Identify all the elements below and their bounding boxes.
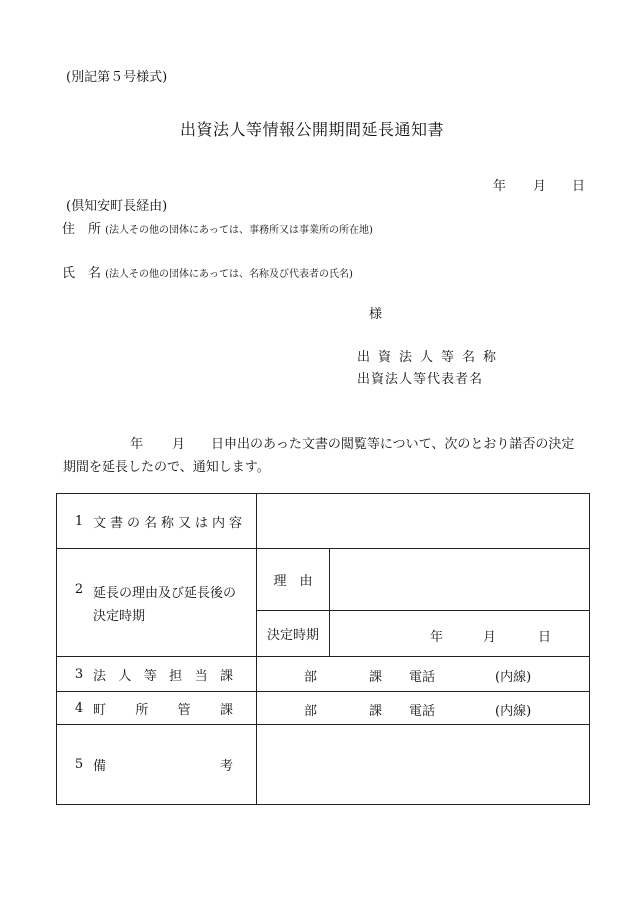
- body-text-line2: 期間を延長したので、通知します。: [63, 460, 270, 475]
- date-year: 年: [493, 179, 507, 194]
- body-year: 年: [130, 437, 144, 452]
- row3-number: 3: [74, 666, 84, 682]
- row4-phone: 電話: [409, 704, 436, 719]
- table-row: [57, 494, 590, 549]
- row4-label: [93, 699, 233, 718]
- row3-label-char: 人: [118, 668, 132, 684]
- row3-phone: 電話: [409, 670, 436, 685]
- date-day: 日: [572, 179, 586, 194]
- table-row: [57, 725, 590, 805]
- row4-dept: 部: [304, 704, 318, 719]
- name-line: [62, 262, 353, 281]
- row5-label-char: 考: [219, 759, 233, 774]
- row3-label: [93, 665, 233, 684]
- row5-label-cell: [57, 725, 257, 805]
- body-text-line1: 日申出のあった文書の閲覧等について、次のとおり諾否の決定: [211, 437, 575, 452]
- decision-year: 年: [430, 629, 444, 645]
- row4-label-char: 課: [219, 702, 233, 718]
- row3-label-char: 担: [169, 668, 183, 684]
- row3-dept: 部: [304, 670, 318, 685]
- row3-label-char: 等: [143, 668, 157, 684]
- reason-label-cell: [257, 549, 330, 611]
- address-note: (法人その他の団体にあっては、事務所又は事業所の所在地): [105, 225, 373, 236]
- rep-name-label: 出資法人等代表者名: [357, 372, 484, 387]
- row4-number: 4: [74, 700, 84, 716]
- row4-label-char: 管: [177, 702, 191, 718]
- corp-name-label: 出資法人等名称: [357, 350, 505, 365]
- row3-label-cell: [57, 657, 257, 692]
- row4-label-char: 所: [135, 702, 149, 718]
- decision-day: 日: [538, 629, 552, 645]
- row3-label-char: 課: [219, 668, 233, 684]
- decision-value-cell[interactable]: [330, 611, 590, 657]
- notice-table: [56, 493, 590, 805]
- row4-label-cell: [57, 692, 257, 725]
- row1-number: 1: [74, 513, 84, 529]
- row3-ext: (内線): [495, 670, 532, 685]
- table-row: [57, 549, 590, 611]
- decision-label-cell: [257, 611, 330, 657]
- row4-section: 課: [369, 704, 383, 719]
- document-title: 出資法人等情報公開期間延長通知書: [180, 120, 445, 139]
- row2-label-cell: [57, 549, 257, 657]
- reason-label: 理 由: [273, 574, 313, 589]
- row1-label-cell: [57, 494, 257, 549]
- decision-label: 決定時期: [266, 628, 319, 643]
- row2-number: 2: [74, 581, 84, 597]
- address-label: 住 所: [62, 222, 102, 237]
- row3-value-cell[interactable]: [257, 657, 590, 692]
- row2-label-line2: 決定時期: [93, 608, 146, 624]
- form-number-label: (別記第５号様式): [66, 70, 168, 85]
- table-row: [57, 692, 590, 725]
- decision-month: 月: [483, 629, 497, 645]
- table-row: [57, 657, 590, 692]
- address-line: [62, 218, 373, 237]
- row4-ext: (内線): [495, 704, 532, 719]
- row1-value-cell[interactable]: [257, 494, 590, 549]
- row5-value-cell[interactable]: [257, 725, 590, 805]
- row3-label-char: 法: [93, 668, 107, 684]
- reason-value-cell[interactable]: [330, 549, 590, 611]
- body-month: 月: [172, 437, 186, 452]
- row4-label-char: 町: [93, 702, 107, 718]
- row5-label-char: 備: [93, 759, 107, 774]
- row1-label: 文書の名称又は内容: [93, 515, 247, 531]
- row4-value-cell[interactable]: [257, 692, 590, 725]
- row3-label-char: 当: [194, 668, 208, 684]
- name-note: (法人その他の団体にあっては、名称及び代表者の氏名): [105, 269, 353, 280]
- honorific: 様: [369, 307, 383, 322]
- date-month: 月: [533, 179, 547, 194]
- via-note: (倶知安町長経由): [66, 199, 168, 214]
- row5-number: 5: [74, 757, 84, 772]
- name-label: 氏 名: [62, 266, 102, 281]
- row3-section: 課: [369, 670, 383, 685]
- row5-label: [93, 755, 233, 774]
- row2-label-line1: 延長の理由及び延長後の: [93, 585, 237, 601]
